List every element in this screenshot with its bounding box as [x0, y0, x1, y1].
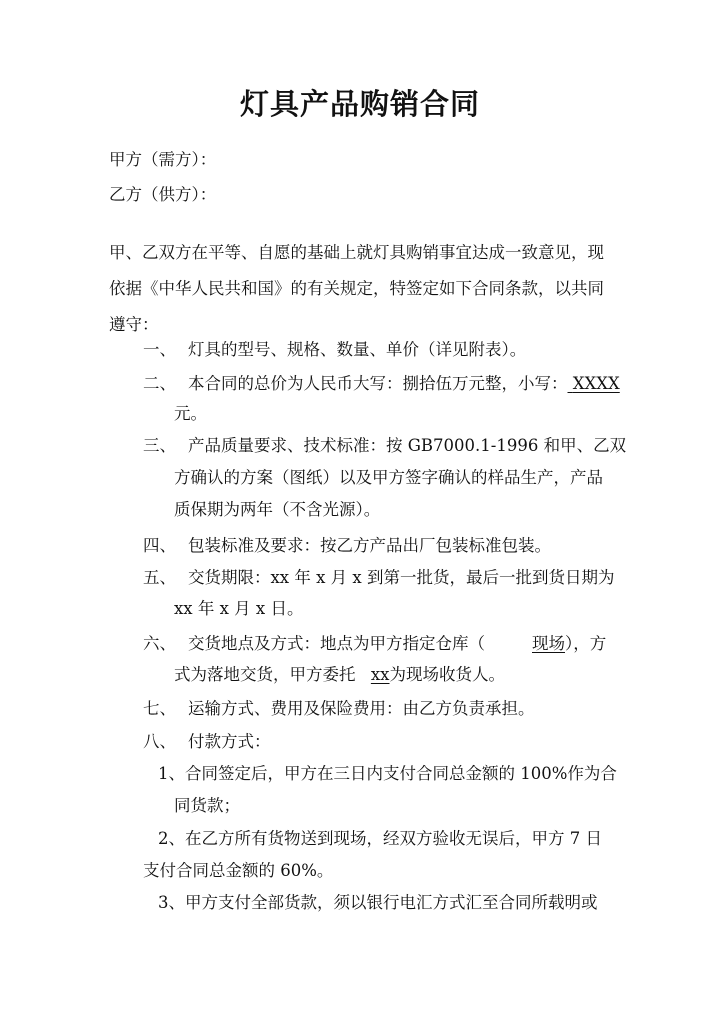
clause-3 — [0, 434, 720, 524]
payment-item-1-line: 同货款； — [174, 796, 240, 815]
clause-number: 七、 — [143, 699, 176, 718]
intro-line: 遵守： — [109, 315, 159, 334]
payment-item-3-line: 3、甲方支付全部货款，须以银行电汇方式汇至合同所载明或 — [158, 893, 598, 912]
clause-number: 三、 — [143, 436, 176, 455]
clause-text: 付款方式： — [188, 732, 271, 751]
clause-text: 交货期限：xx 年 x 月 x 到第一批货，最后一批到货日期为 — [188, 568, 615, 587]
clause-number: 八、 — [143, 732, 176, 751]
clause-number: 五、 — [143, 568, 176, 587]
clause-number: 二、 — [143, 374, 176, 393]
party-a-label: 甲方（需方）： — [109, 150, 217, 169]
clause-2 — [0, 372, 720, 432]
clause-text: xx 年 x 月 x 日。 — [174, 599, 304, 618]
agent-blank: xx — [370, 665, 390, 684]
clause-text: 本合同的总价为人民币大写：捌拾伍万元整，小写： — [188, 374, 568, 393]
clause-text: 质保期为两年（不含光源）。 — [174, 500, 381, 519]
party-b-label: 乙方（供方）： — [109, 185, 217, 204]
clause-number: 四、 — [143, 536, 176, 555]
clause-text: 包装标准及要求：按乙方产品出厂包装标准包装。 — [188, 536, 551, 555]
payment-item-2-line: 2、在乙方所有货物送到现场，经双方验收无误后，甲方 7 日 — [158, 829, 602, 848]
delivery-location-blank: 现场 — [532, 634, 565, 653]
amount-figure: XXXX — [572, 374, 620, 393]
clause-text: 交货地点及方式：地点为甲方指定仓库（ — [188, 634, 485, 653]
clause-text: 元。 — [174, 404, 207, 423]
document-title: 灯具产品购销合同 — [239, 87, 480, 121]
clause-text: 运输方式、费用及保险费用：由乙方负责承担。 — [188, 699, 535, 718]
clause-text: 方确认的方案（图纸）以及甲方签字确认的样品生产，产品 — [174, 468, 603, 487]
payment-item-2-line: 支付合同总金额的 60%。 — [143, 861, 334, 880]
clause-6 — [0, 632, 720, 692]
payment-item-1-line: 1、合同签定后，甲方在三日内支付合同总金额的 100%作为合 — [158, 764, 617, 783]
intro-paragraph — [109, 235, 615, 343]
clause-text: 产品质量要求、技术标准：按 GB7000.1-1996 和甲、乙双 — [188, 436, 627, 455]
clause-5 — [0, 566, 720, 626]
intro-line: 甲、乙双方在平等、自愿的基础上就灯具购销事宜达成一致意见，现 — [109, 243, 604, 262]
clause-number: 六、 — [143, 634, 176, 653]
clause-number: 一、 — [143, 340, 176, 359]
clause-text: 式为落地交货，甲方委托 — [174, 665, 356, 684]
intro-line: 依据《中华人民共和国》的有关规定，特签定如下合同条款，以共同 — [109, 279, 604, 298]
clause-text: ），方 — [565, 634, 607, 653]
clause-text: 灯具的型号、规格、数量、单价（详见附表）。 — [188, 340, 527, 359]
clause-text: 为现场收货人。 — [389, 665, 505, 684]
